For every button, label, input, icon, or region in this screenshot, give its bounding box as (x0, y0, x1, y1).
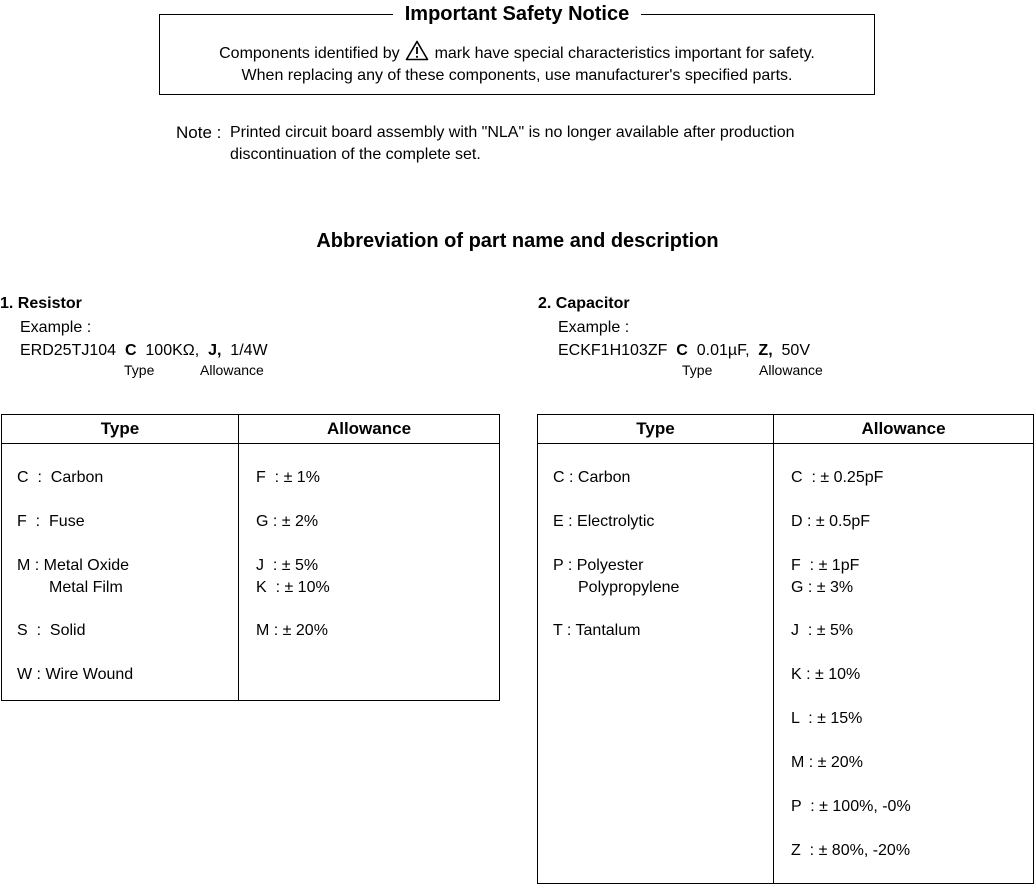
resistor-example-code: ERD25TJ104 C 100KΩ, J, 1/4W (20, 342, 268, 359)
list-item: M : ± 20% (791, 754, 863, 771)
list-item: P : Polyester (553, 557, 644, 574)
capacitor-example-code: ECKF1H103ZF C 0.01µF, Z, 50V (558, 342, 810, 359)
list-item: Polypropylene (578, 579, 680, 596)
list-item: P : ± 100%, -0% (791, 798, 911, 815)
resistor-example-label: Example : (20, 319, 92, 336)
safety-notice-title: Important Safety Notice (160, 2, 874, 26)
capacitor-col-allowance: Allowance (774, 415, 1034, 444)
capacitor-allowance-caption: Allowance (759, 362, 823, 378)
list-item: C : ± 0.25pF (791, 469, 884, 486)
list-item: D : ± 0.5pF (791, 513, 871, 530)
resistor-table (1, 414, 500, 701)
note-line-1: Printed circuit board assembly with "NLA" is no longer available after production (230, 124, 795, 141)
capacitor-type-caption: Type (682, 362, 713, 378)
list-item: C : Carbon (17, 469, 104, 486)
capacitor-table (537, 414, 1034, 884)
note-label: Note : (176, 123, 222, 142)
safety-notice-box (159, 3, 875, 95)
section-title: Abbreviation of part name and description (316, 230, 719, 252)
capacitor-col-type: Type (538, 415, 774, 444)
resistor-allowance-cell (239, 444, 500, 701)
capacitor-type-cell (538, 444, 774, 884)
safety-notice-line-1: Components identified by mark have special characteristics important for safety. (160, 40, 874, 64)
note-line-2: discontinuation of the complete set. (230, 146, 481, 163)
list-item: E : Electrolytic (553, 513, 655, 530)
list-item: J : ± 5% (791, 622, 854, 639)
capacitor-example-label: Example : (558, 319, 630, 336)
list-item: F : ± 1% (256, 469, 320, 486)
list-item: T : Tantalum (553, 622, 641, 639)
list-item: M : ± 20% (256, 622, 328, 639)
resistor-type-caption: Type (124, 362, 155, 378)
list-item: J : ± 5% (256, 557, 319, 574)
capacitor-allowance-cell (774, 444, 1034, 884)
list-item: K : ± 10% (791, 666, 861, 683)
list-item: K : ± 10% (256, 579, 330, 596)
list-item: Metal Film (49, 579, 123, 596)
safety-notice-line-2: When replacing any of these components, use manufacturer's specified parts. (241, 67, 793, 84)
resistor-col-allowance: Allowance (239, 415, 500, 444)
resistor-col-type: Type (2, 415, 239, 444)
list-item: S : Solid (17, 622, 86, 639)
list-item: C : Carbon (553, 469, 631, 486)
list-item: G : ± 2% (256, 513, 319, 530)
list-item: G : ± 3% (791, 579, 854, 596)
list-item: Z : ± 80%, -20% (791, 842, 911, 859)
list-item: M : Metal Oxide (17, 557, 130, 574)
list-item: F : ± 1pF (791, 557, 860, 574)
list-item: F : Fuse (17, 513, 85, 530)
capacitor-heading: 2. Capacitor (538, 295, 630, 312)
resistor-heading: 1. Resistor (0, 295, 82, 312)
resistor-type-cell (2, 444, 239, 701)
list-item: W : Wire Wound (17, 666, 134, 683)
warning-triangle-icon (405, 40, 429, 61)
list-item: L : ± 15% (791, 710, 863, 727)
resistor-allowance-caption: Allowance (200, 362, 264, 378)
